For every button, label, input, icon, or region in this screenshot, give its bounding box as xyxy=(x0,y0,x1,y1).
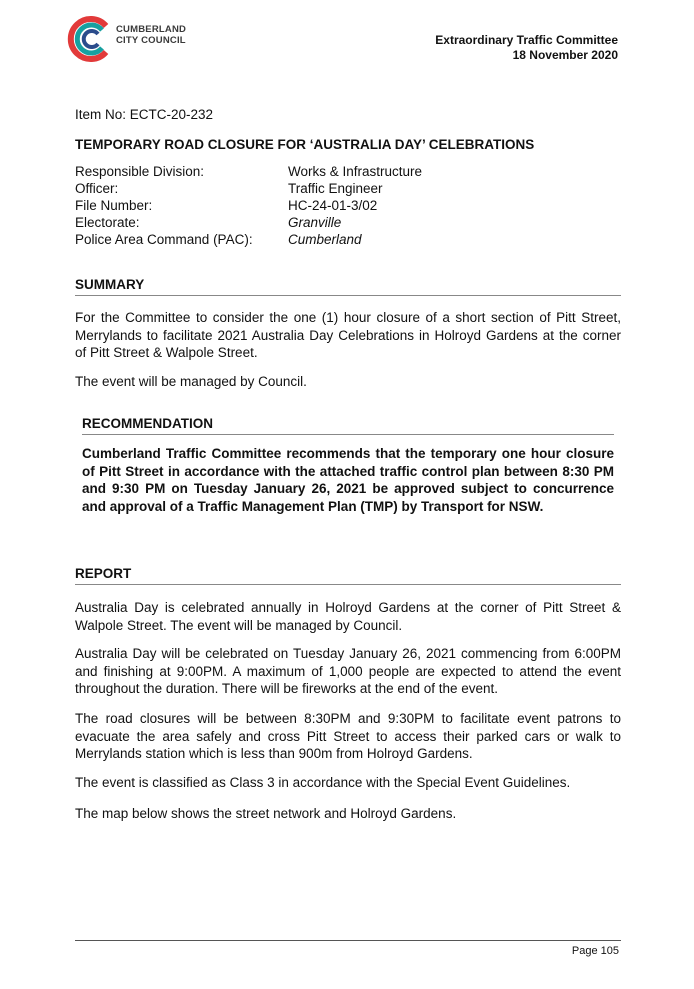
report-paragraph: The event is classified as Class 3 in accordance with the Special Event Guidelines. xyxy=(75,775,571,790)
summary-paragraph: The event will be managed by Council. xyxy=(75,374,307,389)
summary-paragraph: For the Committee to consider the one (1) hour closure of a short section of Pitt Street, Merrylands to facilitate 2021 Australia Day Celebrations in Holroyd Gardens at the corner of Pitt Street & Walpole Street. xyxy=(75,310,621,360)
recommendation-heading: RECOMMENDATION xyxy=(82,416,614,435)
meta-row xyxy=(75,180,422,197)
meta-value: Traffic Engineer xyxy=(288,181,383,196)
report-paragraph: The road closures will be between 8:30PM and 9:30PM to facilitate event patrons to evacuate the area safely and cross Pitt Street to access their parked cars or walk to Merrylands station which is less than 900m from Holroyd Gardens. xyxy=(75,711,621,761)
meta-row xyxy=(75,214,422,231)
page-number: Page 105 xyxy=(571,945,619,957)
meeting-date: 18 November 2020 xyxy=(512,48,618,62)
meta-value: Cumberland xyxy=(288,232,362,247)
meta-row xyxy=(75,197,422,214)
meta-label: File Number: xyxy=(75,198,153,213)
meta-label: Officer: xyxy=(75,181,119,196)
committee-name: Extraordinary Traffic Committee xyxy=(435,33,618,47)
report-paragraph: The map below shows the street network and Holroyd Gardens. xyxy=(75,806,457,821)
meta-value: HC-24-01-3/02 xyxy=(288,198,378,213)
council-logo-icon xyxy=(66,14,114,64)
meta-row xyxy=(75,231,422,248)
report-heading: REPORT xyxy=(75,566,621,585)
meta-label: Responsible Division: xyxy=(75,164,205,179)
logo-line2: CITY COUNCIL xyxy=(116,35,186,46)
summary-heading: SUMMARY xyxy=(75,277,621,296)
report-metadata xyxy=(75,163,422,248)
meta-value: Granville xyxy=(288,215,342,230)
footer-divider xyxy=(75,940,621,941)
council-logo xyxy=(66,14,196,64)
item-number: Item No: ECTC-20-232 xyxy=(75,107,214,122)
document-header xyxy=(435,33,618,63)
meta-label: Electorate: xyxy=(75,215,140,230)
recommendation-text: Cumberland Traffic Committee recommends that the temporary one hour closure of Pitt Street in accordance with the attached traffic control plan between 8:30 PM and 9:30 PM on Tuesday January 26, 2021 be approved subject to concurrence and approval of a Traffic Management Plan (TMP) by Transport for NSW. xyxy=(82,446,614,514)
report-paragraph: Australia Day will be celebrated on Tuesday January 26, 2021 commencing from 6:00PM and finishing at 9:00PM. A maximum of 1,000 people are expected to attend the event throughout the duration. There will be fireworks at the end of the event. xyxy=(75,646,621,696)
report-paragraph: Australia Day is celebrated annually in Holroyd Gardens at the corner of Pitt Street & Walpole Street. The event will be managed by Council. xyxy=(75,600,621,633)
meta-row xyxy=(75,163,422,180)
report-title: TEMPORARY ROAD CLOSURE FOR ‘AUSTRALIA DAY’ CELEBRATIONS xyxy=(75,137,535,152)
meta-value: Works & Infrastructure xyxy=(288,164,423,179)
logo-line1: CUMBERLAND xyxy=(116,24,187,35)
meta-label: Police Area Command (PAC): xyxy=(75,232,253,247)
logo-text xyxy=(116,24,186,46)
